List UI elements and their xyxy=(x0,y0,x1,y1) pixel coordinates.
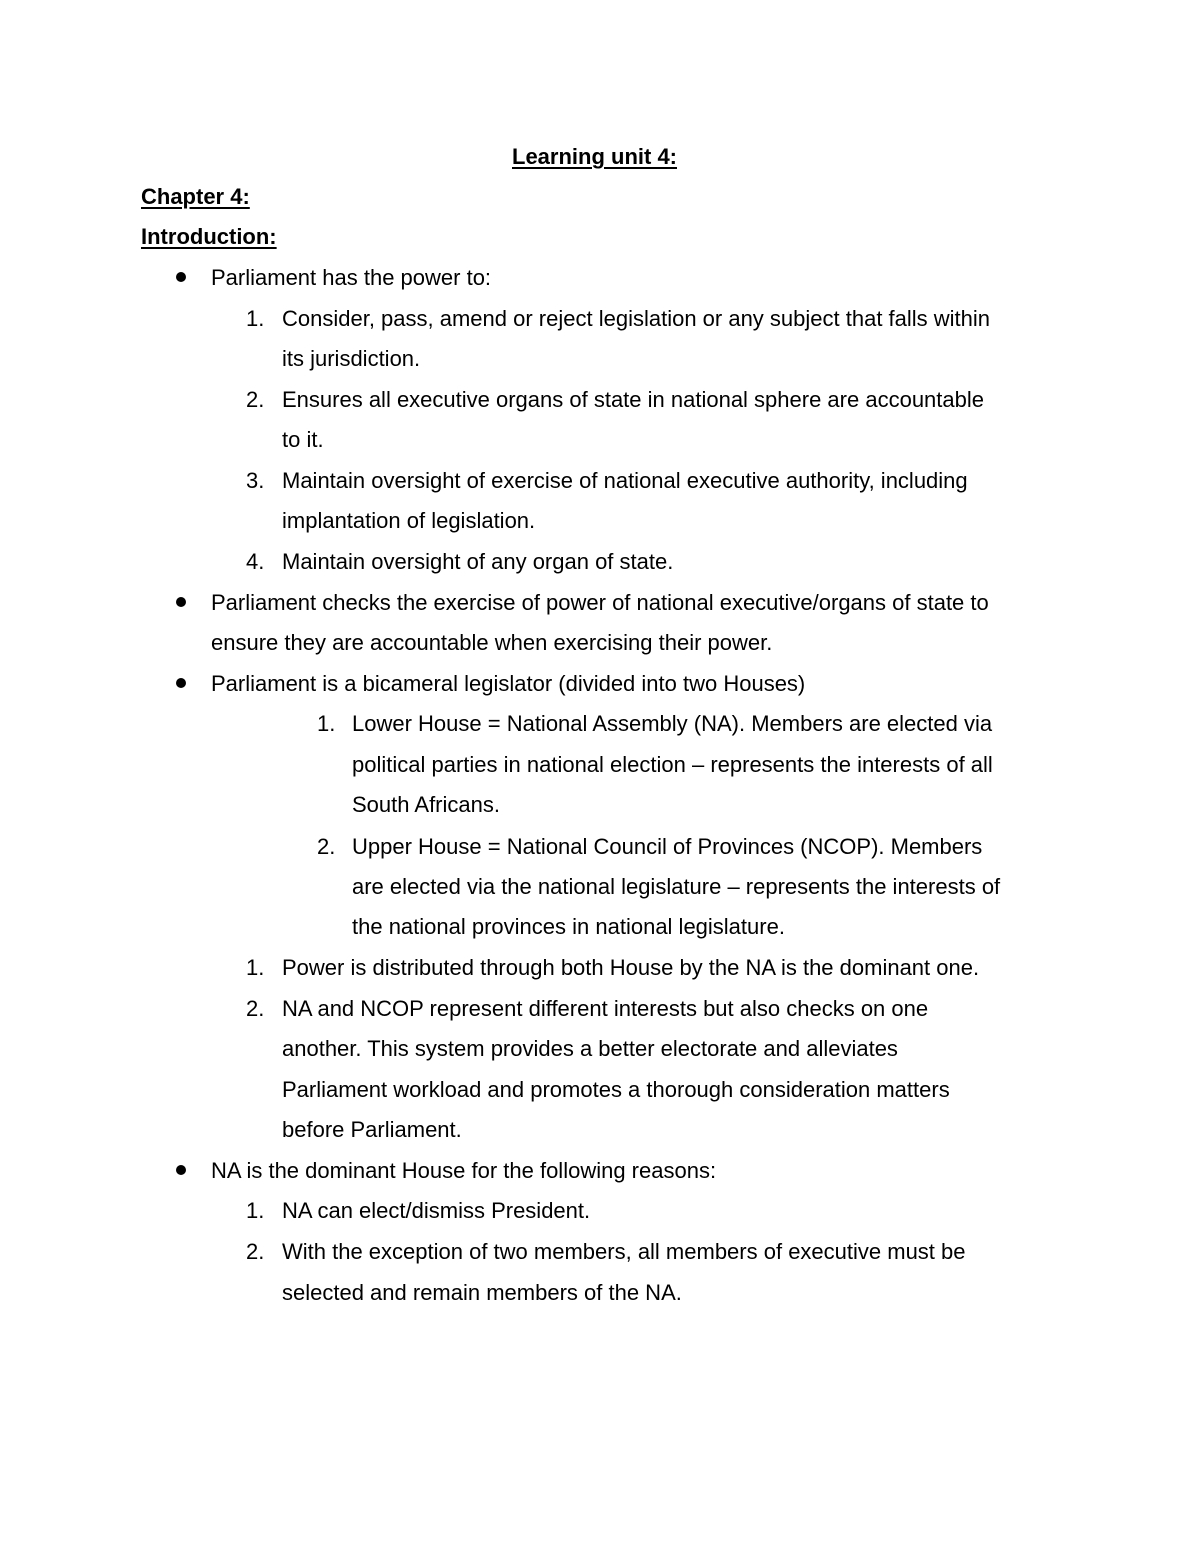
bullet-dot xyxy=(176,597,186,607)
list-item-text: Parliament workload and promotes a thorough consideration matters xyxy=(282,1077,950,1102)
list-number: 2. xyxy=(246,387,265,412)
list-number: 4. xyxy=(246,549,265,574)
list-item-text: selected and remain members of the NA. xyxy=(282,1280,682,1305)
list-item-text: Upper House = National Council of Provinces (NCOP). Members xyxy=(352,834,983,859)
bullet-text: Parliament has the power to: xyxy=(211,265,492,290)
list-item-text: implantation of legislation. xyxy=(282,508,536,533)
list-item-text: to it. xyxy=(282,427,324,452)
list-item-text: South Africans. xyxy=(352,792,500,817)
list-item-text: Ensures all executive organs of state in national sphere are accountable xyxy=(282,387,984,412)
bullet-dot xyxy=(176,678,186,688)
list-number: 3. xyxy=(246,468,265,493)
chapter-heading: Chapter 4: xyxy=(141,184,250,209)
list-item-text: its jurisdiction. xyxy=(282,346,421,371)
bullet-dot xyxy=(176,272,186,282)
list-item-text: Maintain oversight of any organ of state. xyxy=(282,549,674,574)
list-number: 2. xyxy=(317,834,336,859)
list-item-text: are elected via the national legislature – represents the interests of xyxy=(352,874,1001,899)
list-item-text: NA can elect/dismiss President. xyxy=(282,1198,591,1223)
list-item-text: political parties in national election – represents the interests of all xyxy=(352,752,993,777)
list-item-text: another. This system provides a better electorate and alleviates xyxy=(282,1036,898,1061)
list-number: 2. xyxy=(246,996,265,1021)
list-item-text: before Parliament. xyxy=(282,1117,462,1142)
list-item-text: Consider, pass, amend or reject legislation or any subject that falls within xyxy=(282,306,991,331)
section-heading: Introduction: xyxy=(141,224,277,249)
list-number: 1. xyxy=(317,711,336,736)
bullet-text: NA is the dominant House for the following reasons: xyxy=(211,1158,717,1183)
list-item-text: Power is distributed through both House by the NA is the dominant one. xyxy=(282,955,980,980)
list-number: 2. xyxy=(246,1239,265,1264)
bullet-text: ensure they are accountable when exercising their power. xyxy=(211,630,773,655)
list-item-text: the national provinces in national legislature. xyxy=(352,914,785,939)
document-title: Learning unit 4: xyxy=(512,144,677,169)
bullet-text: Parliament is a bicameral legislator (divided into two Houses) xyxy=(211,671,806,696)
list-item-text: NA and NCOP represent different interests but also checks on one xyxy=(282,996,929,1021)
list-number: 1. xyxy=(246,955,265,980)
list-item-text: Maintain oversight of exercise of national executive authority, including xyxy=(282,468,968,493)
list-item-text: Lower House = National Assembly (NA). Members are elected via xyxy=(352,711,993,736)
list-number: 1. xyxy=(246,1198,265,1223)
bullet-dot xyxy=(176,1165,186,1175)
list-item-text: With the exception of two members, all members of executive must be xyxy=(282,1239,966,1264)
bullet-text: Parliament checks the exercise of power of national executive/organs of state to xyxy=(211,590,989,615)
list-number: 1. xyxy=(246,306,265,331)
